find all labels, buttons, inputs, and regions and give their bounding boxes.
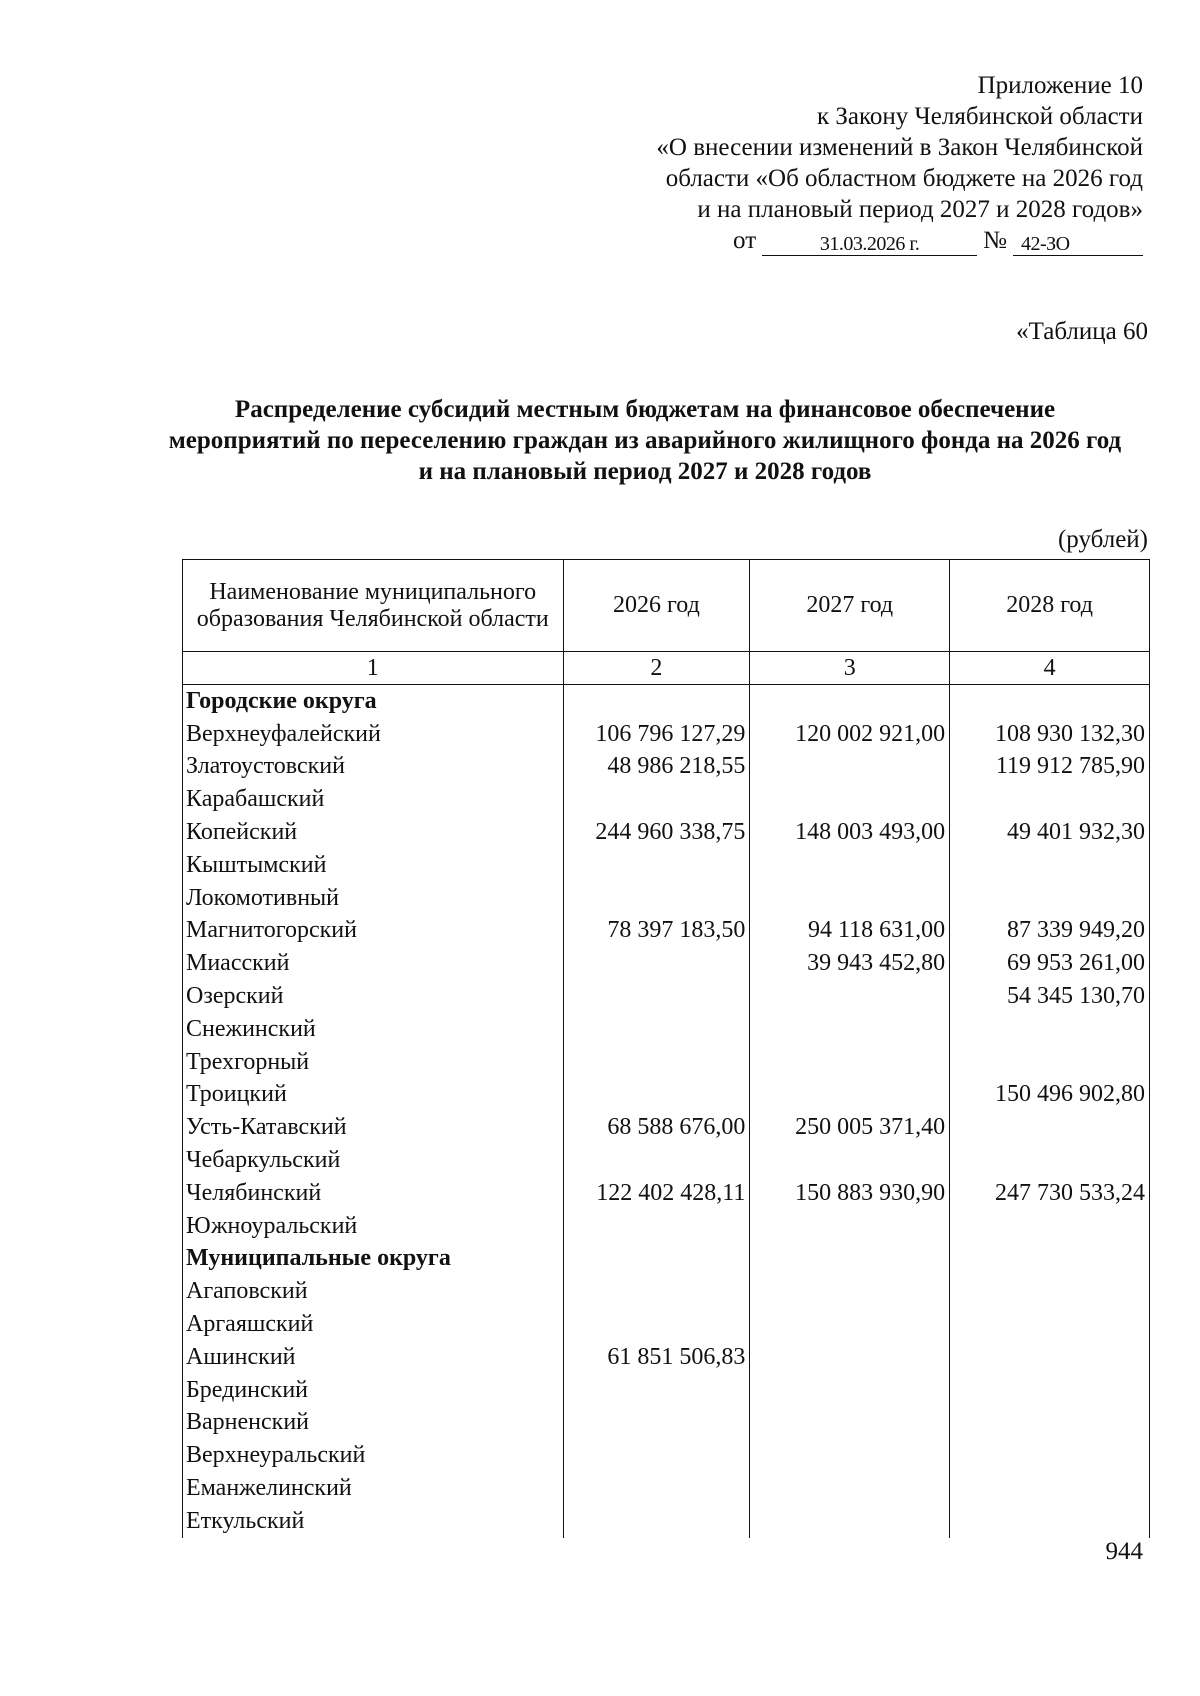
municipality-name: Аргаяшский xyxy=(183,1308,564,1341)
header-municipality: Наименование муниципального образования Челябинской области xyxy=(183,560,564,652)
municipality-name: Троицкий xyxy=(183,1079,564,1112)
value-2028 xyxy=(950,1341,1150,1374)
value-2028 xyxy=(950,685,1150,718)
value-2027 xyxy=(750,1308,950,1341)
municipality-name: Магнитогорский xyxy=(183,915,564,948)
law-signature-line xyxy=(583,225,1143,256)
value-2027 xyxy=(750,685,950,718)
value-2028: 69 953 261,00 xyxy=(950,947,1150,980)
table-row xyxy=(183,1308,1150,1341)
value-2027: 120 002 921,00 xyxy=(750,718,950,751)
municipality-name: Брединский xyxy=(183,1374,564,1407)
value-2027 xyxy=(750,783,950,816)
header-2026: 2026 год xyxy=(563,560,750,652)
value-2027 xyxy=(750,1505,950,1538)
value-2026 xyxy=(563,1472,750,1505)
value-2028 xyxy=(950,1210,1150,1243)
number-label: № xyxy=(983,227,1007,254)
document-title: Распределение субсидий местным бюджетам на финансовое обеспечение мероприятий по переселению граждан из аварийного жилищного фонда на 2026 год и на плановый период 2027 и 2028 годов xyxy=(168,396,1122,485)
municipality-name: Кыштымский xyxy=(183,849,564,882)
value-2028: 108 930 132,30 xyxy=(950,718,1150,751)
value-2028 xyxy=(950,1439,1150,1472)
table-row xyxy=(183,1407,1150,1440)
table-row xyxy=(183,1079,1150,1112)
value-2026 xyxy=(563,1308,750,1341)
value-2026 xyxy=(563,980,750,1013)
value-2027 xyxy=(750,1079,950,1112)
value-2028 xyxy=(950,1505,1150,1538)
value-2026 xyxy=(563,1439,750,1472)
value-2026 xyxy=(563,1243,750,1276)
table-header-row xyxy=(183,560,1150,652)
table-row xyxy=(183,915,1150,948)
value-2028: 87 339 949,20 xyxy=(950,915,1150,948)
municipality-name: Златоустовский xyxy=(183,751,564,784)
table-row xyxy=(183,947,1150,980)
value-2028: 49 401 932,30 xyxy=(950,816,1150,849)
law-date: 31.03.2026 г. xyxy=(762,233,977,256)
value-2026 xyxy=(563,1210,750,1243)
value-2028 xyxy=(950,1472,1150,1505)
value-2026 xyxy=(563,849,750,882)
table-row xyxy=(183,783,1150,816)
value-2027 xyxy=(750,1144,950,1177)
value-2027 xyxy=(750,1275,950,1308)
header-line: и на плановый период 2027 и 2028 годов» xyxy=(697,196,1143,223)
value-2027 xyxy=(750,1374,950,1407)
municipality-name: Трехгорный xyxy=(183,1046,564,1079)
municipality-name: Варненский xyxy=(183,1407,564,1440)
value-2028 xyxy=(950,1374,1150,1407)
municipality-name: Городские округа xyxy=(183,685,564,718)
value-2028: 119 912 785,90 xyxy=(950,751,1150,784)
value-2026 xyxy=(563,1144,750,1177)
table-row xyxy=(183,849,1150,882)
table-label: «Таблица 60 xyxy=(1016,318,1148,345)
header-line: «О внесении изменений в Закон Челябинской xyxy=(656,134,1143,161)
value-2026: 61 851 506,83 xyxy=(563,1341,750,1374)
column-number-row xyxy=(183,652,1150,685)
value-2028 xyxy=(950,1111,1150,1144)
municipality-name: Чебаркульский xyxy=(183,1144,564,1177)
table-row xyxy=(183,882,1150,915)
value-2026 xyxy=(563,1013,750,1046)
value-2028 xyxy=(950,1243,1150,1276)
value-2028 xyxy=(950,1144,1150,1177)
value-2028 xyxy=(950,849,1150,882)
law-number: 42-ЗО xyxy=(1013,233,1143,256)
table-row xyxy=(183,1341,1150,1374)
value-2027: 94 118 631,00 xyxy=(750,915,950,948)
table-row xyxy=(183,1111,1150,1144)
column-number: 1 xyxy=(183,652,564,685)
header-line: области «Об областном бюджете на 2026 год xyxy=(665,165,1143,192)
header-2028: 2028 год xyxy=(950,560,1150,652)
value-2026: 106 796 127,29 xyxy=(563,718,750,751)
value-2027 xyxy=(750,1046,950,1079)
value-2027 xyxy=(750,849,950,882)
table-row xyxy=(183,1177,1150,1210)
municipality-name: Усть-Катавский xyxy=(183,1111,564,1144)
appendix-header xyxy=(583,70,1143,256)
municipality-name: Озерский xyxy=(183,980,564,1013)
value-2026: 244 960 338,75 xyxy=(563,816,750,849)
value-2028 xyxy=(950,1308,1150,1341)
from-label: от xyxy=(733,227,757,254)
value-2028 xyxy=(950,1013,1150,1046)
table-row xyxy=(183,816,1150,849)
table-row xyxy=(183,1013,1150,1046)
value-2026: 78 397 183,50 xyxy=(563,915,750,948)
value-2028: 54 345 130,70 xyxy=(950,980,1150,1013)
column-number: 3 xyxy=(750,652,950,685)
value-2027: 250 005 371,40 xyxy=(750,1111,950,1144)
municipality-name: Ашинский xyxy=(183,1341,564,1374)
table-row xyxy=(183,1505,1150,1538)
value-2026: 68 588 676,00 xyxy=(563,1111,750,1144)
value-2027 xyxy=(750,1013,950,1046)
value-2028 xyxy=(950,1046,1150,1079)
value-2026 xyxy=(563,947,750,980)
value-2026 xyxy=(563,685,750,718)
table-row xyxy=(183,751,1150,784)
table-row xyxy=(183,1046,1150,1079)
value-2027 xyxy=(750,1341,950,1374)
header-2027: 2027 год xyxy=(750,560,950,652)
table-row xyxy=(183,1210,1150,1243)
table-row xyxy=(183,1472,1150,1505)
value-2026 xyxy=(563,1407,750,1440)
value-2027 xyxy=(750,980,950,1013)
municipality-name: Снежинский xyxy=(183,1013,564,1046)
value-2027 xyxy=(750,1407,950,1440)
value-2027 xyxy=(750,1472,950,1505)
value-2026 xyxy=(563,1275,750,1308)
municipality-name: Карабашский xyxy=(183,783,564,816)
municipality-name: Миасский xyxy=(183,947,564,980)
municipality-name: Верхнеуфалейский xyxy=(183,718,564,751)
subsidy-table xyxy=(182,559,1150,1538)
column-number: 2 xyxy=(563,652,750,685)
value-2028 xyxy=(950,1407,1150,1440)
table-section-row xyxy=(183,685,1150,718)
table-row xyxy=(183,980,1150,1013)
value-2027 xyxy=(750,751,950,784)
value-2028 xyxy=(950,1275,1150,1308)
header-line: к Закону Челябинской области xyxy=(817,103,1143,130)
value-2026 xyxy=(563,783,750,816)
value-2026: 48 986 218,55 xyxy=(563,751,750,784)
value-2027 xyxy=(750,1439,950,1472)
table-section-row xyxy=(183,1243,1150,1276)
table-row xyxy=(183,1275,1150,1308)
table-row xyxy=(183,1439,1150,1472)
value-2028: 247 730 533,24 xyxy=(950,1177,1150,1210)
municipality-name: Верхнеуральский xyxy=(183,1439,564,1472)
municipality-name: Муниципальные округа xyxy=(183,1243,564,1276)
table-row xyxy=(183,718,1150,751)
value-2028 xyxy=(950,882,1150,915)
municipality-name: Локомотивный xyxy=(183,882,564,915)
value-2027 xyxy=(750,1243,950,1276)
value-2026 xyxy=(563,882,750,915)
municipality-name: Еткульский xyxy=(183,1505,564,1538)
value-2026: 122 402 428,11 xyxy=(563,1177,750,1210)
municipality-name: Агаповский xyxy=(183,1275,564,1308)
value-2028 xyxy=(950,783,1150,816)
value-2028: 150 496 902,80 xyxy=(950,1079,1150,1112)
value-2027 xyxy=(750,1210,950,1243)
value-2026 xyxy=(563,1505,750,1538)
header-line: Приложение 10 xyxy=(977,72,1143,99)
units-label: (рублей) xyxy=(1057,526,1148,553)
value-2026 xyxy=(563,1374,750,1407)
value-2027: 148 003 493,00 xyxy=(750,816,950,849)
municipality-name: Южноуральский xyxy=(183,1210,564,1243)
table-body xyxy=(183,685,1150,1538)
municipality-name: Челябинский xyxy=(183,1177,564,1210)
page-number: 944 xyxy=(1105,1538,1143,1565)
value-2027: 150 883 930,90 xyxy=(750,1177,950,1210)
table-row xyxy=(183,1144,1150,1177)
value-2026 xyxy=(563,1046,750,1079)
value-2027: 39 943 452,80 xyxy=(750,947,950,980)
value-2027 xyxy=(750,882,950,915)
table-row xyxy=(183,1374,1150,1407)
municipality-name: Копейский xyxy=(183,816,564,849)
column-number: 4 xyxy=(950,652,1150,685)
value-2026 xyxy=(563,1079,750,1112)
municipality-name: Еманжелинский xyxy=(183,1472,564,1505)
